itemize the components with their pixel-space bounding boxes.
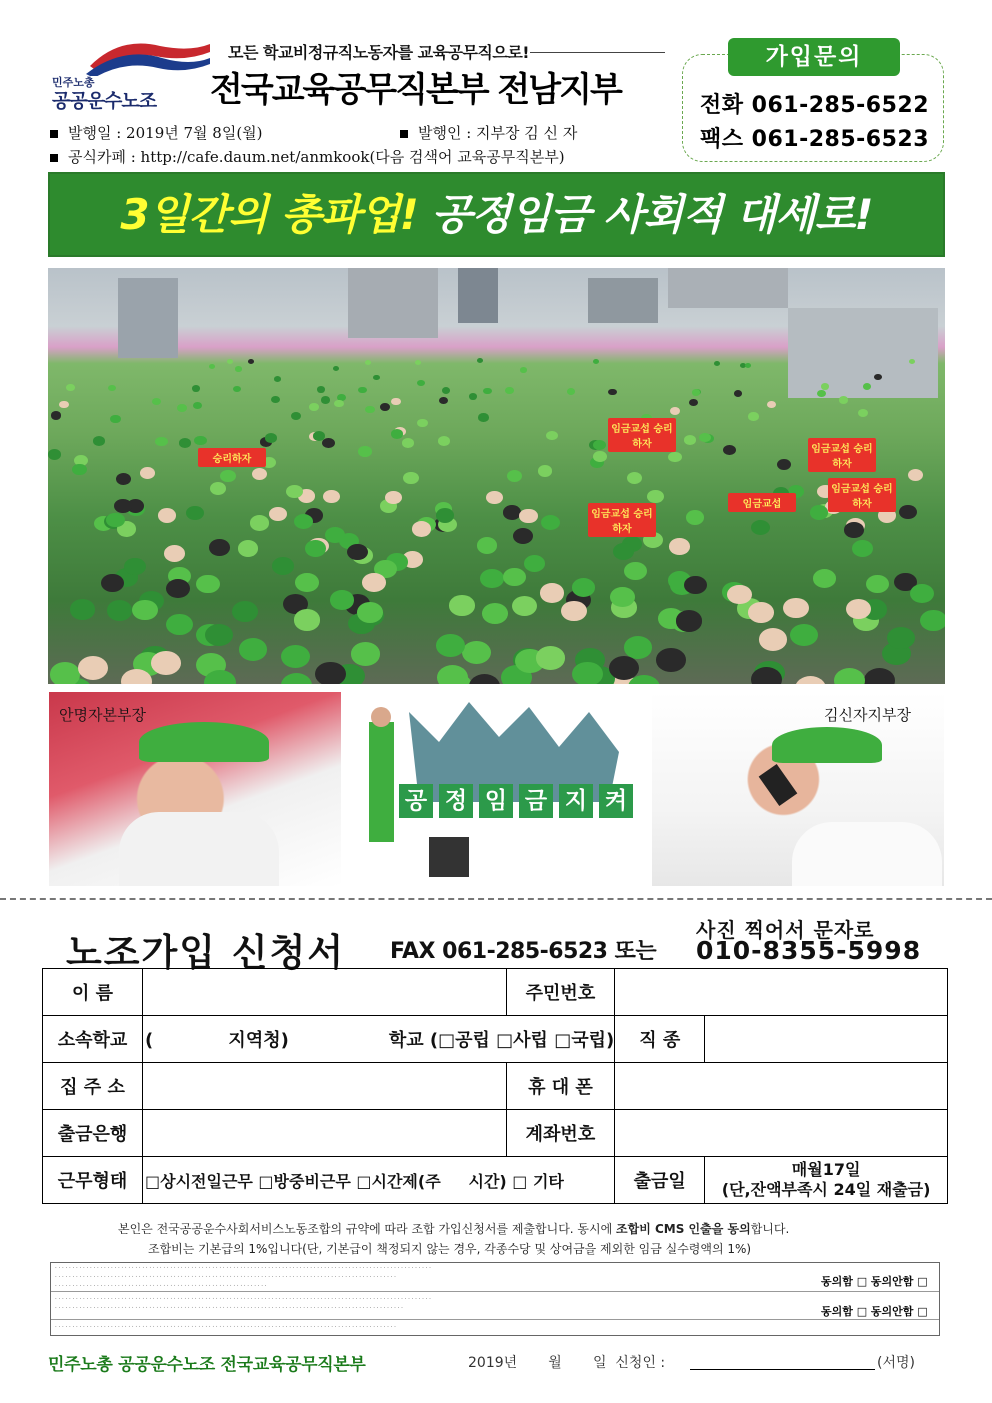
table-row (43, 1016, 948, 1063)
crowd-figure (210, 482, 226, 495)
crowd-figure (272, 557, 294, 575)
headline-part1: 3일간의 총파업! (120, 190, 418, 239)
mobile-label: 휴 대 폰 (506, 1063, 615, 1110)
crowd-figure (751, 667, 782, 684)
crowd-figure (325, 527, 345, 543)
crowd-figure (269, 507, 287, 521)
pay-day-line1: 매월17일 (791, 1160, 861, 1179)
crowd-figure (748, 602, 774, 623)
crowd-figure (351, 642, 380, 665)
crowd-figure (124, 558, 146, 576)
crowd-figure (235, 366, 242, 371)
crowd-figure (852, 540, 873, 557)
crowd-figure (373, 375, 380, 381)
account-field[interactable] (615, 1110, 948, 1157)
crowd-figure (151, 651, 181, 675)
crowd-figure (391, 429, 403, 438)
work-type-label: 근무형태 (43, 1157, 143, 1204)
crowd-figure (817, 390, 826, 397)
crowd-figure (391, 398, 400, 405)
crowd-figure (78, 656, 108, 680)
crowd-figure (483, 388, 491, 395)
crowd-figure (101, 574, 125, 593)
consent-option-1[interactable]: 동의함 □ 동의안함 □ (821, 1275, 928, 1288)
crowd-figure (723, 445, 736, 455)
crowd-figure (714, 361, 720, 366)
dues-note: 조합비는 기본급의 1%입니다(단, 기본급이 책정되지 않는 경우, 각종수당 및 상여금을 제외한 임금 실수령액의 1%) (148, 1242, 752, 1256)
footer-org: 민주노총 공공운수노조 전국교육공무직본부 (48, 1355, 366, 1375)
crowd-figure (469, 393, 478, 400)
crowd-figure (403, 472, 418, 484)
publisher (400, 122, 577, 143)
crowd-figure (362, 573, 385, 592)
crowd-figure (239, 638, 268, 661)
school-region-text: ( 지역청) (145, 1030, 289, 1051)
bank-label: 출금은행 (43, 1110, 143, 1157)
panel-letter: 임 (479, 784, 513, 818)
bullet-icon (50, 154, 58, 162)
agreement-text (118, 1220, 789, 1237)
footer-date: 2019년 월 일 신청인 : (468, 1355, 666, 1371)
pay-day-line2: (단,잔액부족시 24일 재출금) (721, 1180, 931, 1199)
crowd-figure (821, 383, 829, 389)
crowd-figure (50, 662, 81, 684)
crowd-figure (152, 398, 161, 405)
building-shape (588, 278, 658, 323)
crowd-figure (72, 464, 87, 476)
crowd-figure (541, 515, 560, 530)
fine-print-line: · · · · · · · · · · · · · · · · · · · · · · · · · · · · · · · · · · · · · · · · · · · · · · · · · · · · · · · · · · · · · · · · · · · · · · · · · · · · · · · · · · · · · · · · · · · · · · · · · · (55, 1324, 396, 1330)
panel-letter: 정 (439, 784, 473, 818)
crowd-figure (609, 656, 639, 680)
crowd-figure (684, 576, 708, 595)
crowd-figure (524, 555, 546, 573)
crowd-figure (503, 505, 521, 519)
crowd-figure (317, 386, 325, 393)
crowd-figure (839, 396, 848, 403)
crowd-figure (668, 452, 682, 463)
crowd-figure (486, 491, 503, 504)
crowd-figure (469, 674, 501, 684)
crowd-figure (155, 437, 167, 447)
crowd-figure (647, 490, 664, 503)
crowd-figure (572, 662, 603, 684)
crowd-figure (536, 646, 565, 670)
caption-right: 김신자지부장 (824, 706, 911, 724)
crowd-figure (321, 396, 330, 403)
photo-leader-right (652, 692, 944, 886)
panel-letter: 공 (399, 784, 433, 818)
building-shape (118, 278, 178, 358)
crowd-figure (309, 403, 319, 411)
crowd-figure (323, 490, 340, 503)
crowd-figure (281, 645, 310, 668)
building-shape (458, 268, 498, 323)
cut-line (0, 898, 992, 900)
crowd-figure (920, 610, 945, 631)
fine-print-line: · · · · · · · · · · · · · · · · · · · · · · · · · · · · · · · · · · · · · · · · · · · · · · · · · · · · · · · · · · · · · · · · · · · · · · · · · · · · · · · · · · · · · · · · · · · · · · · · · · · · (55, 1305, 403, 1311)
form-title: 노조가입 신청서 (66, 931, 346, 974)
address-field[interactable] (143, 1063, 507, 1110)
protest-sign: 임금교섭 승리하자 (828, 478, 896, 512)
crowd-figure (193, 402, 203, 410)
crowd-figure (887, 627, 915, 649)
panel-letter: 금 (519, 784, 553, 818)
crowd-figure (844, 522, 863, 537)
protest-sign: 임금교섭 승리하자 (608, 418, 676, 452)
crowd-figure (70, 599, 96, 619)
crowd-figure (59, 401, 68, 409)
crowd-figure (250, 515, 269, 530)
protest-sign: 임금교섭 승리하자 (588, 503, 656, 537)
crowd-figure (365, 406, 375, 414)
crowd-figure (745, 363, 751, 368)
signature-line[interactable] (690, 1369, 875, 1370)
job-label: 직 종 (615, 1016, 705, 1063)
crowd-figure (656, 648, 686, 672)
crowd-figure (795, 676, 827, 684)
issue-date-text: 발행일 : 2019년 7월 8일(월) (68, 124, 263, 142)
fine-print-line: · · · · · · · · · · · · · · · · · · · · · · · · · · · · · · · · · · · · · · · · · · · · · · · · · · · · · · · · · · · · · (55, 1283, 267, 1289)
crowd-figure (265, 433, 277, 443)
main-rally-photo (48, 268, 945, 684)
slogan: 모든 학교비정규직노동자를 교육공무직으로! (228, 43, 530, 62)
crowd-figure (727, 585, 751, 605)
crowd-figure (51, 411, 61, 419)
crowd-figure (442, 387, 450, 394)
flag-icon (50, 36, 215, 76)
pay-day-value (705, 1157, 948, 1204)
crowd-figure (540, 583, 564, 602)
crowd-figure (627, 472, 642, 484)
protest-sign: 승리하자 (198, 448, 266, 467)
crowd-figure (209, 364, 215, 369)
hat-shape (772, 727, 882, 763)
crowd-figure (783, 598, 809, 618)
crowd-figure (93, 436, 105, 446)
crowd-figure (294, 514, 313, 529)
crowd-figure (110, 415, 121, 423)
crowd-figure (322, 438, 334, 448)
shirt-shape (792, 822, 942, 886)
protest-sign: 임금교섭 (728, 493, 796, 512)
account-label: 계좌번호 (506, 1110, 615, 1157)
crowd-figure (689, 399, 698, 406)
issue-date (50, 122, 263, 143)
crowd-figure (866, 575, 890, 594)
form-fax: FAX 061-285-6523 또는 (390, 939, 657, 964)
crowd-figure (417, 419, 428, 428)
crowd-figure (186, 506, 204, 520)
microphone-icon (759, 764, 798, 806)
building-shape (668, 268, 788, 308)
school-field[interactable] (143, 1016, 615, 1063)
crowd-figure (220, 470, 235, 482)
fine-print-line: · · · · · · · · · · · · · · · · · · · · · · · · · · · · · · · · · · · · · · · · · · · · · · · · · · · · · · · · · · · · · · · · · · · · · · · · · · · · · · · · · · · · · · · · · · · · · · · · · · · · · · · · · · · · (55, 1296, 431, 1302)
protest-sign: 임금교섭 승리하자 (808, 438, 876, 472)
crowd-figure (177, 404, 187, 412)
crowd-figure (194, 436, 206, 446)
crowd-figure (477, 537, 498, 553)
crowd-figure (734, 390, 743, 397)
crowd-figure (910, 584, 934, 603)
school-label: 소속학교 (43, 1016, 143, 1063)
crowd-figure (116, 473, 131, 485)
work-type-options[interactable]: □상시전일근무 □방중비근무 □시간제(주 시간) □ 기타 (143, 1157, 615, 1204)
crowd-figure (209, 539, 230, 556)
crowd-figure (294, 609, 320, 630)
crowd-figure (864, 668, 895, 684)
crowd-figure (380, 403, 390, 411)
bullet-icon (50, 130, 58, 138)
crowd-figure (166, 579, 190, 598)
table-row (43, 1157, 948, 1204)
publisher-text: 발행인 : 지부장 김 신 자 (418, 124, 578, 142)
caption-left: 안명자본부장 (59, 706, 146, 724)
consent-option-2[interactable]: 동의함 □ 동의안함 □ (821, 1305, 928, 1318)
name-field[interactable] (143, 969, 507, 1016)
form-photo-number: 010-8355-5998 (696, 936, 922, 965)
cafe-link[interactable] (50, 146, 565, 167)
crowd-figure (777, 459, 791, 470)
crowd-figure (692, 389, 701, 396)
crowd-figure (248, 359, 254, 364)
fine-print-line: · · · · · · · · · · · · · · · · · · · · · · · · · · · · · · · · · · · · · · · · · · · · · · · · · · · · · · · · · · · · · · · · · · · · · · · · · · · · · · · · · · · · · · · · · · · · · · · · · · (55, 1274, 396, 1280)
pay-day-label: 출금일 (615, 1157, 705, 1204)
crowd-figure (503, 568, 526, 586)
crowd-figure (482, 603, 508, 624)
crowd-figure (908, 469, 923, 481)
crowd-figure (449, 595, 474, 615)
crowd-figure (295, 573, 318, 592)
crowd-figure (334, 400, 343, 408)
contact-tel: 전화 061-285-6522 (700, 93, 930, 118)
crowd-figure (315, 662, 346, 684)
bank-field[interactable] (143, 1110, 507, 1157)
headline-part2: 공정임금 사회적 대세로! (431, 190, 873, 239)
crowd-figure (669, 538, 690, 555)
crowd-figure (158, 508, 176, 523)
crowd-figure (505, 387, 513, 394)
crowd-figure (436, 508, 454, 523)
agreement-text-a: 본인은 전국공공운수사회서비스노동조합의 규약에 따라 조합 가입신청서를 제출합니다. 동시에 (118, 1222, 617, 1236)
job-field[interactable] (705, 1016, 948, 1063)
privacy-consent-box (50, 1262, 940, 1336)
crowd-figure (507, 470, 522, 482)
crowd-figure (402, 438, 415, 448)
crowd-figure (512, 596, 537, 616)
crowd-figure (874, 374, 881, 380)
crowd-figure (66, 384, 74, 391)
table-row (43, 969, 948, 1016)
crowd-figure (114, 499, 131, 513)
crowd-figure (358, 446, 371, 457)
footer-sign: (서명) (877, 1355, 915, 1371)
fine-print-divider (51, 1319, 939, 1320)
crowd-figure (462, 641, 491, 664)
mobile-field[interactable] (615, 1063, 948, 1110)
crowd-figure (107, 600, 133, 621)
crowd-figure (676, 610, 703, 631)
bullet-icon (400, 130, 408, 138)
crowd-figure (358, 387, 366, 394)
crowd-figure (140, 467, 155, 479)
crowd-figure (520, 367, 527, 372)
crowd-figure (790, 624, 818, 646)
form-photo-instruction: 사진 찍어서 문자로 (696, 918, 875, 942)
crowd-figure (538, 465, 553, 477)
crowd-figure (759, 628, 787, 650)
crowd-figure (624, 562, 647, 580)
crowd-figure (233, 386, 241, 393)
shirt-shape (119, 812, 279, 886)
crowd-figure (846, 599, 872, 619)
crowd-figure (439, 397, 448, 404)
table-row (43, 1063, 948, 1110)
resident-no-label: 주민번호 (506, 969, 615, 1016)
agreement-text-c: 합니다. (750, 1222, 790, 1236)
crowd-figure (271, 396, 280, 403)
crowd-figure (205, 624, 233, 646)
crowd-figure (252, 468, 267, 480)
crowd-figure (858, 409, 868, 417)
crowd-figure (164, 545, 185, 562)
crowd-figure (166, 614, 193, 635)
headline-banner (48, 172, 945, 257)
crowd-figure (613, 543, 634, 560)
application-form-table (42, 968, 948, 1204)
crowd-figure (305, 540, 326, 557)
crowd-figure (670, 407, 680, 415)
crowd-figure (899, 505, 917, 519)
crowd-figure (751, 520, 770, 535)
crowd-figure (567, 388, 575, 395)
crowd-figure (813, 569, 836, 588)
panel-letter: 켜 (599, 784, 633, 818)
crowd-figure (333, 366, 340, 371)
crowd-figure (132, 600, 158, 621)
contact-title: 가입문의 (728, 38, 900, 76)
agreement-cms: 조합비 CMS 인출을 동의 (616, 1222, 751, 1236)
fine-print-line: · · · · · · · · · · · · · · · · · · · · · · · · · · · · · · · · · · · · · · · · · · · · · · · · · · · · · · · · · · · · · · · · · · · · · · · · · · · · · · · · · · · · · · · · · · · · · · · · · · · · · · · · · · · · (55, 1265, 431, 1271)
table-row (43, 1110, 948, 1157)
crowd-figure (572, 578, 596, 597)
crowd-figure (232, 601, 258, 622)
crowd-figure (274, 376, 281, 382)
crowd-figure (227, 359, 233, 364)
crowd-figure (513, 528, 533, 544)
crowd-figure (608, 389, 616, 396)
crowd-figure (281, 673, 313, 684)
crowd-figure (593, 359, 599, 364)
photo-leader-left (49, 692, 341, 886)
crowd-figure (192, 385, 200, 392)
crowd-figure (365, 360, 371, 365)
crowd-figure (291, 412, 301, 420)
crowd-figure (415, 360, 421, 365)
hat-shape (139, 722, 269, 762)
crowd-figure (330, 590, 355, 610)
crowd-figure (108, 385, 116, 392)
crowd-figure (519, 509, 537, 524)
address-label: 집 주 소 (43, 1063, 143, 1110)
school-type-options[interactable]: 학교 (□공립 □사립 □국립) (388, 1030, 615, 1051)
crowd-figure (238, 540, 259, 557)
crowd-figure (436, 634, 464, 657)
photo-stage (349, 692, 645, 886)
crowd-figure (438, 436, 450, 446)
crowd-figure (357, 602, 383, 623)
fine-print-divider (51, 1291, 939, 1292)
crowd-figure (437, 665, 468, 684)
crowd-figure (561, 601, 587, 622)
crowd-figure (810, 505, 828, 519)
logo-big-text: 공공운수노조 (52, 90, 157, 112)
slogan-divider (530, 52, 665, 53)
crowd-figure (385, 491, 402, 504)
crowd-figure (477, 358, 483, 363)
crowd-figure (478, 413, 488, 421)
org-title: 전국교육공무직본부 전남지부 (210, 70, 621, 110)
crowd-figure (196, 575, 220, 594)
crowd-figure (834, 668, 865, 684)
crowd-figure (593, 451, 607, 462)
crowd-figure (748, 412, 758, 420)
crowd-figure (546, 431, 558, 441)
crowd-figure (204, 670, 235, 684)
logo-small-text: 민주노총 (52, 76, 95, 89)
cafe-text: 공식카페 : http://cafe.daum.net/anmkook(다음 검색어 교육공무직본부) (68, 148, 565, 166)
crowd-figure (686, 510, 704, 525)
crowd-figure (767, 401, 776, 409)
union-logo (50, 36, 215, 112)
crowd-figure (624, 636, 653, 659)
crowd-figure (863, 383, 871, 389)
crowd-figure (593, 440, 606, 450)
crowd-figure (179, 438, 191, 448)
crowd-figure (412, 521, 431, 536)
panel-letter: 지 (559, 784, 593, 818)
crowd-figure (684, 435, 696, 445)
name-label: 이 름 (43, 969, 143, 1016)
crowd-figure (480, 569, 503, 588)
building-shape (348, 268, 438, 338)
crowd-figure (417, 380, 425, 386)
crowd-figure (48, 449, 61, 460)
contact-fax: 팩스 061-285-6523 (700, 127, 930, 152)
resident-no-field[interactable] (615, 969, 948, 1016)
